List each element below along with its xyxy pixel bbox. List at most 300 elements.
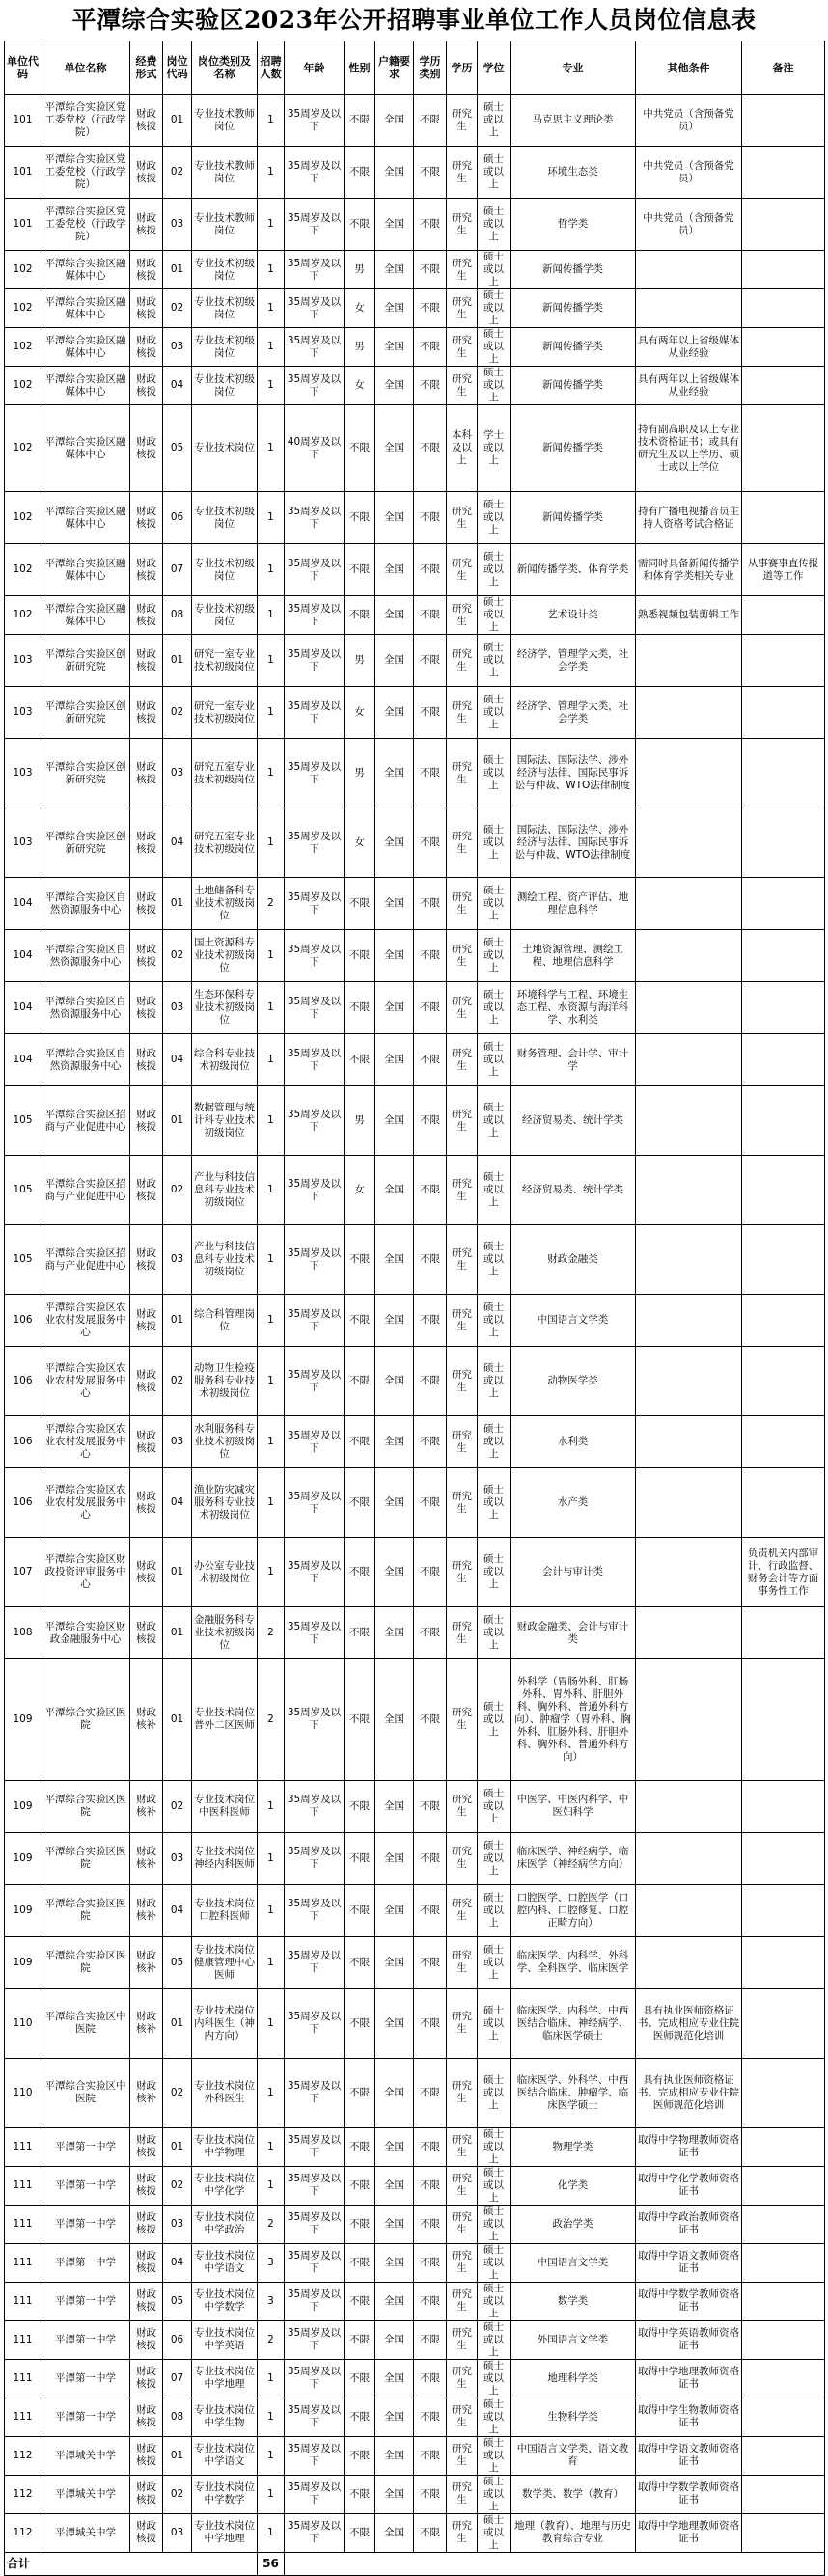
table-cell: 平潭综合实验区农业农村发展服务中心 xyxy=(41,1295,130,1347)
table-cell: 不限 xyxy=(414,1416,447,1468)
table-cell: 不限 xyxy=(414,2205,447,2243)
table-cell: 临床医学、神经病学、临床医学（神经病学方向） xyxy=(511,1832,636,1884)
table-row xyxy=(5,2513,825,2552)
table-cell: 硕士或以上 xyxy=(478,2359,511,2398)
table-cell: 不限 xyxy=(414,1538,447,1607)
table-cell: 政治学类 xyxy=(511,2205,636,2243)
table-cell: 平潭综合实验区自然资源服务中心 xyxy=(41,878,130,930)
column-header: 专业 xyxy=(511,41,636,95)
table-cell: 全国 xyxy=(375,1295,414,1347)
column-header: 岗位类别及名称 xyxy=(192,41,258,95)
table-cell: 35周岁及以下 xyxy=(285,2058,345,2127)
table-cell: 熟悉视频包装剪辑工作 xyxy=(636,596,742,635)
table-cell: 111 xyxy=(5,2166,41,2205)
table-cell: 研究生 xyxy=(447,289,478,328)
table-cell: 研究生 xyxy=(447,687,478,739)
table-cell: 专业技术岗位 xyxy=(192,405,258,492)
table-cell: 1 xyxy=(258,1086,285,1156)
table-cell: 01 xyxy=(163,1086,192,1156)
table-cell: 研究生 xyxy=(447,2243,478,2282)
table-cell: 不限 xyxy=(414,2127,447,2166)
table-cell: 不限 xyxy=(414,1086,447,1156)
table-cell: 35周岁及以下 xyxy=(285,544,345,596)
table-cell xyxy=(742,1607,825,1659)
table-cell: 不限 xyxy=(414,367,447,405)
table-row xyxy=(5,1225,825,1295)
table-cell: 不限 xyxy=(345,596,375,635)
table-cell: 平潭综合实验区融媒体中心 xyxy=(41,596,130,635)
table-cell: 硕士或以上 xyxy=(478,687,511,739)
table-cell: 专业技术岗位中医科医师 xyxy=(192,1780,258,1832)
table-cell: 平潭综合实验区中医院 xyxy=(41,2058,130,2127)
table-cell: 硕士或以上 xyxy=(478,95,511,147)
table-cell: 07 xyxy=(163,544,192,596)
table-cell: 02 xyxy=(163,289,192,328)
table-cell: 不限 xyxy=(414,2320,447,2359)
table-cell xyxy=(742,2513,825,2552)
table-cell: 不限 xyxy=(414,635,447,687)
table-cell: 35周岁及以下 xyxy=(285,2320,345,2359)
table-cell: 2 xyxy=(258,1659,285,1781)
table-cell: 平潭第一中学 xyxy=(41,2359,130,2398)
table-cell: 专业技术岗位中学语文 xyxy=(192,2436,258,2475)
table-cell: 1 xyxy=(258,2475,285,2513)
table-cell: 硕士或以上 xyxy=(478,1416,511,1468)
table-cell: 硕士或以上 xyxy=(478,492,511,544)
table-cell: 研究生 xyxy=(447,1347,478,1416)
table-cell: 不限 xyxy=(414,1988,447,2058)
table-cell: 不限 xyxy=(345,147,375,199)
table-cell: 全国 xyxy=(375,635,414,687)
table-cell: 不限 xyxy=(414,2398,447,2436)
table-cell: 03 xyxy=(163,1225,192,1295)
table-cell: 水利类 xyxy=(511,1416,636,1468)
table-cell: 研究生 xyxy=(447,2166,478,2205)
table-cell: 110 xyxy=(5,1988,41,2058)
table-cell: 硕士或以上 xyxy=(478,2513,511,2552)
table-cell: 全国 xyxy=(375,289,414,328)
table-cell: 生物科学类 xyxy=(511,2398,636,2436)
table-cell: 具有两年以上省级媒体从业经验 xyxy=(636,328,742,367)
column-header: 单位名称 xyxy=(41,41,130,95)
table-cell: 硕士或以上 xyxy=(478,2475,511,2513)
table-cell: 不限 xyxy=(414,2166,447,2205)
table-cell: 取得中学生物教师资格证书 xyxy=(636,2398,742,2436)
table-cell xyxy=(742,1295,825,1347)
table-cell: 不限 xyxy=(345,930,375,982)
table-cell: 财政核拨 xyxy=(130,2475,163,2513)
table-cell: 男 xyxy=(345,739,375,808)
table-cell: 环境生态类 xyxy=(511,147,636,199)
table-row xyxy=(5,930,825,982)
table-cell xyxy=(636,1659,742,1781)
table-cell: 专业技术教师岗位 xyxy=(192,95,258,147)
table-cell: 02 xyxy=(163,2475,192,2513)
table-cell: 全国 xyxy=(375,1936,414,1988)
table-row xyxy=(5,2205,825,2243)
table-cell: 硕士或以上 xyxy=(478,982,511,1034)
table-cell: 01 xyxy=(163,95,192,147)
table-cell xyxy=(742,1832,825,1884)
table-row xyxy=(5,982,825,1034)
table-cell xyxy=(742,2058,825,2127)
table-cell: 全国 xyxy=(375,878,414,930)
table-cell: 平潭综合实验区创新研究院 xyxy=(41,739,130,808)
table-cell: 01 xyxy=(163,1988,192,2058)
table-cell: 平潭城关中学 xyxy=(41,2475,130,2513)
table-cell: 110 xyxy=(5,2058,41,2127)
table-cell: 物理学类 xyxy=(511,2127,636,2166)
table-cell: 08 xyxy=(163,2398,192,2436)
table-row xyxy=(5,687,825,739)
table-cell: 新闻传播学类 xyxy=(511,289,636,328)
table-cell: 专业技术岗位外科医生 xyxy=(192,2058,258,2127)
table-cell: 地理科学类 xyxy=(511,2359,636,2398)
table-cell: 02 xyxy=(163,147,192,199)
table-cell: 研究生 xyxy=(447,1156,478,1225)
table-cell: 不限 xyxy=(414,405,447,492)
table-cell: 106 xyxy=(5,1295,41,1347)
table-cell: 研究生 xyxy=(447,1086,478,1156)
table-cell: 35周岁及以下 xyxy=(285,251,345,289)
table-cell: 研究生 xyxy=(447,2359,478,2398)
table-cell: 研究一室专业技术初级岗位 xyxy=(192,635,258,687)
table-cell: 研究生 xyxy=(447,1225,478,1295)
column-header: 经费形式 xyxy=(130,41,163,95)
table-cell: 经济贸易类、统计学类 xyxy=(511,1086,636,1156)
table-cell xyxy=(636,1780,742,1832)
table-cell: 全国 xyxy=(375,1034,414,1086)
table-cell: 111 xyxy=(5,2282,41,2320)
table-cell: 研究生 xyxy=(447,930,478,982)
table-row xyxy=(5,199,825,251)
table-cell: 1 xyxy=(258,1156,285,1225)
table-cell: 硕士或以上 xyxy=(478,2282,511,2320)
total-blank xyxy=(285,2552,825,2575)
table-cell: 专业技术教师岗位 xyxy=(192,199,258,251)
table-cell: 不限 xyxy=(345,2205,375,2243)
table-row xyxy=(5,2359,825,2398)
table-cell: 取得中学物理教师资格证书 xyxy=(636,2127,742,2166)
table-cell: 106 xyxy=(5,1416,41,1468)
table-cell: 05 xyxy=(163,405,192,492)
table-cell: 02 xyxy=(163,1780,192,1832)
table-cell: 测绘工程、资产评估、地理信息科学 xyxy=(511,878,636,930)
table-cell: 取得中学语文教师资格证书 xyxy=(636,2436,742,2475)
table-cell: 35周岁及以下 xyxy=(285,2513,345,2552)
table-cell: 35周岁及以下 xyxy=(285,930,345,982)
table-cell: 不限 xyxy=(414,739,447,808)
table-cell: 平潭综合实验区招商与产业促进中心 xyxy=(41,1086,130,1156)
table-cell: 1 xyxy=(258,367,285,405)
table-cell: 土地资源管理、测绘工程、地理信息科学 xyxy=(511,930,636,982)
table-cell: 不限 xyxy=(414,878,447,930)
table-cell: 全国 xyxy=(375,367,414,405)
table-cell: 持有广播电视播音员主持人资格考试合格证 xyxy=(636,492,742,544)
table-cell: 研究生 xyxy=(447,544,478,596)
total-label: 合计 xyxy=(5,2552,258,2575)
table-cell: 财政核补 xyxy=(130,1988,163,2058)
table-cell: 1 xyxy=(258,1468,285,1538)
table-cell: 35周岁及以下 xyxy=(285,1347,345,1416)
table-cell: 104 xyxy=(5,930,41,982)
table-cell: 1 xyxy=(258,1988,285,2058)
table-cell xyxy=(636,1156,742,1225)
table-cell: 产业与科技信息科专业技术初级岗位 xyxy=(192,1156,258,1225)
table-cell: 02 xyxy=(163,1156,192,1225)
table-cell: 平潭综合实验区融媒体中心 xyxy=(41,289,130,328)
table-row xyxy=(5,739,825,808)
table-cell: 新闻传播学类 xyxy=(511,251,636,289)
table-cell: 财政核拨 xyxy=(130,95,163,147)
table-cell: 平潭综合实验区自然资源服务中心 xyxy=(41,1034,130,1086)
table-cell: 女 xyxy=(345,367,375,405)
table-cell: 112 xyxy=(5,2475,41,2513)
table-cell: 研究生 xyxy=(447,2205,478,2243)
table-cell: 财政核拨 xyxy=(130,635,163,687)
table-cell: 研究生 xyxy=(447,95,478,147)
table-cell: 1 xyxy=(258,739,285,808)
table-cell: 不限 xyxy=(414,2436,447,2475)
table-cell: 平潭综合实验区融媒体中心 xyxy=(41,405,130,492)
table-cell: 新闻传播学类 xyxy=(511,328,636,367)
table-cell: 109 xyxy=(5,1936,41,1988)
table-cell xyxy=(636,1468,742,1538)
table-cell xyxy=(636,1034,742,1086)
table-cell xyxy=(742,2243,825,2282)
table-cell: 中国语言文学类 xyxy=(511,2243,636,2282)
table-row xyxy=(5,1468,825,1538)
table-cell: 102 xyxy=(5,405,41,492)
table-cell: 全国 xyxy=(375,2359,414,2398)
table-cell: 经济学、管理学大类，社会学类 xyxy=(511,687,636,739)
table-cell: 平潭综合实验区党工委党校（行政学院） xyxy=(41,95,130,147)
table-cell: 05 xyxy=(163,1936,192,1988)
table-cell: 财政核补 xyxy=(130,1832,163,1884)
table-cell: 35周岁及以下 xyxy=(285,2243,345,2282)
table-row xyxy=(5,878,825,930)
table-cell: 取得中学数学教师资格证书 xyxy=(636,2282,742,2320)
table-cell: 02 xyxy=(163,930,192,982)
table-cell: 35周岁及以下 xyxy=(285,1086,345,1156)
table-cell xyxy=(742,1884,825,1936)
table-cell: 全国 xyxy=(375,808,414,878)
table-cell: 全国 xyxy=(375,2282,414,2320)
table-cell xyxy=(636,1347,742,1416)
table-cell: 数学类 xyxy=(511,2282,636,2320)
table-cell: 全国 xyxy=(375,687,414,739)
table-cell: 研究生 xyxy=(447,492,478,544)
table-cell: 全国 xyxy=(375,1468,414,1538)
table-cell xyxy=(636,1832,742,1884)
table-row xyxy=(5,289,825,328)
table-cell: 35周岁及以下 xyxy=(285,1538,345,1607)
table-cell: 不限 xyxy=(345,1780,375,1832)
table-cell: 专业技术岗位中学地理 xyxy=(192,2359,258,2398)
table-cell: 专业技术岗位内科医生（神内方向） xyxy=(192,1988,258,2058)
table-cell: 硕士或以上 xyxy=(478,367,511,405)
table-cell: 不限 xyxy=(345,1295,375,1347)
table-cell: 109 xyxy=(5,1780,41,1832)
table-cell xyxy=(636,1538,742,1607)
table-cell: 硕士或以上 xyxy=(478,544,511,596)
table-cell: 35周岁及以下 xyxy=(285,1884,345,1936)
table-cell: 财政核拨 xyxy=(130,1225,163,1295)
table-cell: 106 xyxy=(5,1347,41,1416)
table-cell: 研究生 xyxy=(447,1936,478,1988)
table-cell: 03 xyxy=(163,199,192,251)
table-cell: 1 xyxy=(258,328,285,367)
table-cell xyxy=(636,289,742,328)
table-cell: 研究生 xyxy=(447,1538,478,1607)
table-cell xyxy=(742,2166,825,2205)
column-header: 岗位代码 xyxy=(163,41,192,95)
table-cell xyxy=(636,251,742,289)
table-cell: 35周岁及以下 xyxy=(285,878,345,930)
table-cell: 1 xyxy=(258,1936,285,1988)
table-cell: 全国 xyxy=(375,544,414,596)
table-cell: 不限 xyxy=(414,544,447,596)
table-cell: 水产类 xyxy=(511,1468,636,1538)
table-cell: 口腔医学、口腔医学（口腔内科、口腔修复、口腔正畸方向） xyxy=(511,1884,636,1936)
table-cell: 财政核补 xyxy=(130,1884,163,1936)
table-cell: 不限 xyxy=(414,1832,447,1884)
table-cell: 01 xyxy=(163,1538,192,1607)
table-cell: 财政核拨 xyxy=(130,1086,163,1156)
table-cell: 办公室专业技术初级岗位 xyxy=(192,1538,258,1607)
table-cell: 财政核拨 xyxy=(130,2359,163,2398)
table-cell: 财政金融类、会计与审计类 xyxy=(511,1607,636,1659)
table-cell: 1 xyxy=(258,1295,285,1347)
table-cell: 不限 xyxy=(345,1884,375,1936)
table-cell: 平潭综合实验区医院 xyxy=(41,1936,130,1988)
table-cell xyxy=(742,2205,825,2243)
table-cell xyxy=(742,367,825,405)
table-cell: 04 xyxy=(163,1884,192,1936)
table-cell xyxy=(742,2436,825,2475)
table-cell: 35周岁及以下 xyxy=(285,2205,345,2243)
table-cell: 35周岁及以下 xyxy=(285,492,345,544)
table-cell: 新闻传播学类 xyxy=(511,405,636,492)
table-cell: 财政核拨 xyxy=(130,1156,163,1225)
table-cell: 平潭综合实验区党工委党校（行政学院） xyxy=(41,199,130,251)
table-row xyxy=(5,1659,825,1781)
table-cell: 03 xyxy=(163,1416,192,1468)
table-cell: 财政核拨 xyxy=(130,2320,163,2359)
table-cell: 1 xyxy=(258,1780,285,1832)
table-cell: 08 xyxy=(163,596,192,635)
table-cell: 35周岁及以下 xyxy=(285,1607,345,1659)
table-cell: 平潭综合实验区自然资源服务中心 xyxy=(41,930,130,982)
table-cell: 平潭综合实验区医院 xyxy=(41,1780,130,1832)
table-cell: 硕士或以上 xyxy=(478,1884,511,1936)
table-row xyxy=(5,1156,825,1225)
table-cell: 研究生 xyxy=(447,2320,478,2359)
table-cell: 35周岁及以下 xyxy=(285,1988,345,2058)
table-cell: 财政核拨 xyxy=(130,687,163,739)
table-cell: 研究生 xyxy=(447,2127,478,2166)
table-cell: 35周岁及以下 xyxy=(285,95,345,147)
table-cell: 1 xyxy=(258,2359,285,2398)
table-cell: 研究生 xyxy=(447,1884,478,1936)
table-cell xyxy=(636,1225,742,1295)
table-cell: 马克思主义理论类 xyxy=(511,95,636,147)
table-cell: 35周岁及以下 xyxy=(285,2166,345,2205)
table-cell: 硕士或以上 xyxy=(478,878,511,930)
table-cell: 不限 xyxy=(414,251,447,289)
table-cell: 专业技术教师岗位 xyxy=(192,147,258,199)
table-cell: 研究五室专业技术初级岗位 xyxy=(192,808,258,878)
table-cell: 112 xyxy=(5,2436,41,2475)
table-cell: 35周岁及以下 xyxy=(285,147,345,199)
table-cell: 取得中学地理教师资格证书 xyxy=(636,2359,742,2398)
table-cell: 1 xyxy=(258,1034,285,1086)
table-cell: 不限 xyxy=(345,1988,375,2058)
table-cell: 不限 xyxy=(414,1936,447,1988)
table-cell xyxy=(636,1416,742,1468)
table-cell: 平潭第一中学 xyxy=(41,2205,130,2243)
table-cell: 不限 xyxy=(414,687,447,739)
table-cell: 1 xyxy=(258,251,285,289)
table-cell: 平潭综合实验区农业农村发展服务中心 xyxy=(41,1468,130,1538)
table-cell: 3 xyxy=(258,2282,285,2320)
table-row xyxy=(5,2243,825,2282)
table-cell: 财政核拨 xyxy=(130,1347,163,1416)
table-cell xyxy=(636,1884,742,1936)
table-cell: 全国 xyxy=(375,2166,414,2205)
table-cell: 1 xyxy=(258,147,285,199)
table-cell: 全国 xyxy=(375,2243,414,2282)
table-cell: 全国 xyxy=(375,1659,414,1781)
table-cell: 35周岁及以下 xyxy=(285,982,345,1034)
table-cell: 财务管理、会计学、审计学 xyxy=(511,1034,636,1086)
table-cell: 35周岁及以下 xyxy=(285,1936,345,1988)
table-cell: 111 xyxy=(5,2359,41,2398)
table-cell: 04 xyxy=(163,808,192,878)
table-cell: 101 xyxy=(5,147,41,199)
table-cell: 硕士或以上 xyxy=(478,147,511,199)
table-cell: 财政核拨 xyxy=(130,199,163,251)
table-cell: 财政核拨 xyxy=(130,405,163,492)
table-cell xyxy=(742,635,825,687)
table-cell: 具有两年以上省级媒体从业经验 xyxy=(636,367,742,405)
table-cell: 不限 xyxy=(414,199,447,251)
table-cell: 1 xyxy=(258,2436,285,2475)
table-row xyxy=(5,1347,825,1416)
table-cell: 不限 xyxy=(414,2243,447,2282)
table-cell: 111 xyxy=(5,2398,41,2436)
table-cell: 财政核拨 xyxy=(130,2127,163,2166)
table-cell xyxy=(636,1295,742,1347)
table-cell: 财政核拨 xyxy=(130,596,163,635)
table-cell: 111 xyxy=(5,2127,41,2166)
table-cell: 综合科管理岗位 xyxy=(192,1295,258,1347)
table-cell: 102 xyxy=(5,328,41,367)
table-cell: 平潭第一中学 xyxy=(41,2282,130,2320)
table-cell xyxy=(636,635,742,687)
table-cell: 硕士或以上 xyxy=(478,2166,511,2205)
table-cell xyxy=(636,1086,742,1156)
table-cell xyxy=(742,1468,825,1538)
column-header: 单位代码 xyxy=(5,41,41,95)
table-cell: 专业技术初级岗位 xyxy=(192,596,258,635)
table-cell: 02 xyxy=(163,2058,192,2127)
table-cell: 平潭城关中学 xyxy=(41,2513,130,2552)
table-cell: 需同时具备新闻传播学和体育学类相关专业 xyxy=(636,544,742,596)
table-cell: 01 xyxy=(163,878,192,930)
table-cell xyxy=(742,1347,825,1416)
table-cell: 04 xyxy=(163,1468,192,1538)
